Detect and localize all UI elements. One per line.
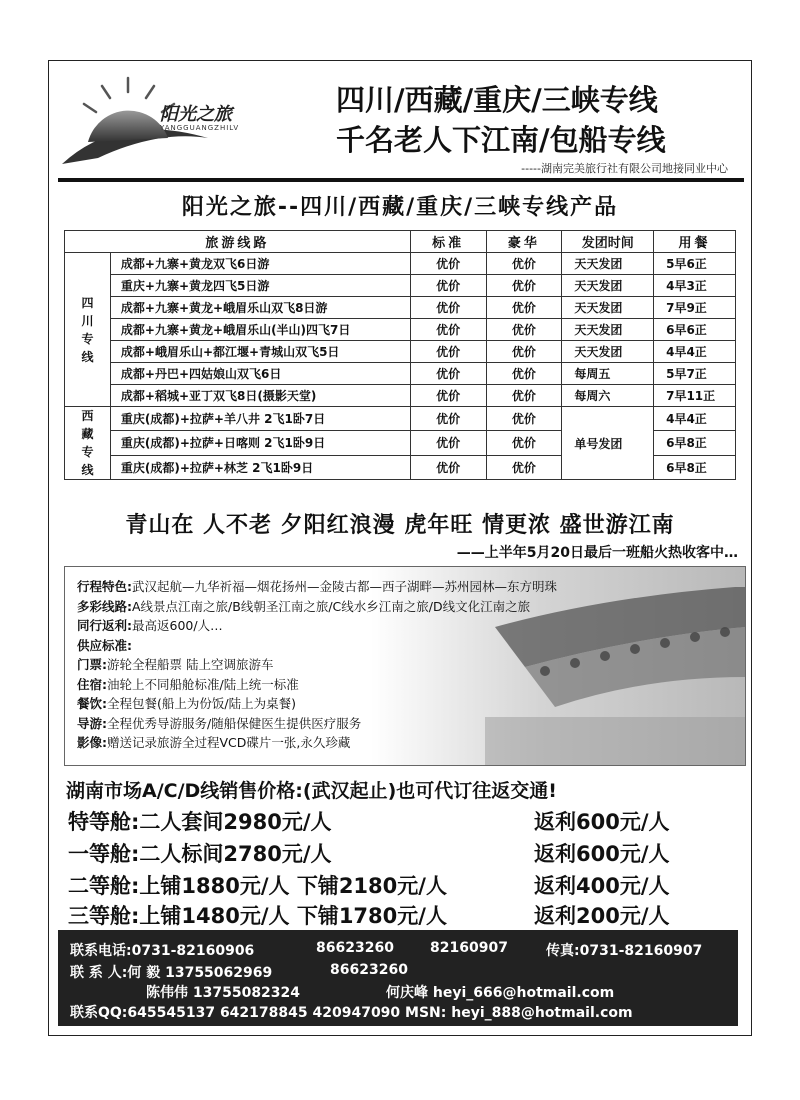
contact-phone-2: 86623260	[316, 940, 394, 956]
price-standard: 优价	[410, 363, 486, 385]
slogan: 青山在 人不老 夕阳红浪漫 虎年旺 情更浓 盛世游江南	[125, 513, 675, 538]
meals: 6早8正	[654, 455, 736, 479]
table-row	[65, 385, 736, 407]
logo-subtitle: YANGGUANGZHILV	[160, 124, 240, 132]
header-title-2: 千名老人下江南/包船专线	[336, 123, 666, 157]
table-row	[65, 253, 736, 275]
departure: 单号发团	[562, 407, 654, 480]
price-luxury: 优价	[486, 385, 562, 407]
slogan-subtitle: ——上半年5月20日最后一班船火热收客中…	[456, 545, 738, 561]
meals: 5早6正	[654, 253, 736, 275]
section-title: 阳光之旅--四川/西藏/重庆/三峡专线产品	[181, 195, 619, 220]
table-row	[65, 363, 736, 385]
contact-qq-msn: 联系QQ:645545137 642178845 420947090 MSN: heyi_888@hotmail.com	[70, 1005, 633, 1021]
rebate: 返利600元/人	[534, 810, 670, 834]
route-name: 成都+九寨+黄龙双飞6日游	[110, 253, 410, 275]
price-standard: 优价	[410, 275, 486, 297]
cruise-line: 行程特色:武汉起航—九华祈福—烟花扬州—金陵古都—西子湖畔—苏州园林—东方明珠	[77, 579, 558, 594]
cabin-price: 二等舱:上铺1880元/人 下铺2180元/人	[68, 874, 447, 898]
price-luxury: 优价	[486, 407, 562, 431]
departure: 每周六	[562, 385, 654, 407]
meals: 6早8正	[654, 431, 736, 455]
route-table	[64, 230, 736, 480]
route-name: 重庆(成都)+拉萨+羊八井 2飞1卧7日	[110, 407, 410, 431]
route-name: 重庆(成都)+拉萨+林芝 2飞1卧9日	[110, 455, 410, 479]
meals: 4早3正	[654, 275, 736, 297]
cruise-line: 多彩线路:A线景点江南之旅/B线朝圣江南之旅/C线水乡江南之旅/D线文化江南之旅	[77, 598, 531, 614]
group-sichuan: 四川专线	[65, 253, 111, 407]
price-luxury: 优价	[486, 363, 562, 385]
agency-name: -----湖南完美旅行社有限公司地接同业中心	[521, 162, 728, 175]
price-luxury: 优价	[486, 319, 562, 341]
price-row	[68, 838, 670, 868]
price-row	[68, 870, 670, 900]
rebate: 返利400元/人	[534, 874, 670, 898]
contact-phone: 联系电话:0731-82160906	[70, 943, 255, 959]
price-row	[68, 900, 670, 930]
contact-person-phone-2: 86623260	[330, 962, 408, 978]
route-name: 成都+九寨+黄龙+峨眉乐山(半山)四飞7日	[110, 319, 410, 341]
contact-person: 联 系 人:何 毅 13755062969	[70, 965, 273, 981]
cruise-details	[77, 577, 557, 753]
route-name: 成都+九寨+黄龙+峨眉乐山双飞8日游	[110, 297, 410, 319]
departure: 天天发团	[562, 319, 654, 341]
cruise-line: 影像:赠送记录旅游全过程VCD碟片一张,永久珍藏	[77, 735, 351, 750]
cruise-line: 餐饮:全程包餐(船上为份饭/陆上为桌餐)	[77, 696, 296, 711]
meals: 5早7正	[654, 363, 736, 385]
rebate: 返利200元/人	[534, 904, 670, 928]
route-name: 重庆(成都)+拉萨+日喀则 2飞1卧9日	[110, 431, 410, 455]
header-title-1: 四川/西藏/重庆/三峡专线	[336, 83, 658, 117]
group-tibet: 西藏专线	[65, 407, 111, 480]
price-luxury: 优价	[486, 431, 562, 455]
contact-person-3: 何庆峰 heyi_666@hotmail.com	[386, 985, 615, 1001]
table-row	[65, 319, 736, 341]
price-standard: 优价	[410, 385, 486, 407]
departure: 天天发团	[562, 253, 654, 275]
table-row	[65, 341, 736, 363]
price-luxury: 优价	[486, 253, 562, 275]
meals: 4早4正	[654, 407, 736, 431]
contact-phone-3: 82160907	[430, 940, 508, 956]
route-name: 成都+丹巴+四姑娘山双飞6日	[110, 363, 410, 385]
price-standard: 优价	[410, 341, 486, 363]
price-heading: 湖南市场A/C/D线销售价格:(武汉起止)也可代订往返交通!	[66, 780, 557, 802]
header-departure: 发团时间	[562, 231, 654, 253]
contact-box	[58, 930, 738, 1026]
route-name: 重庆+九寨+黄龙四飞5日游	[110, 275, 410, 297]
rebate: 返利600元/人	[534, 842, 670, 866]
cabin-price: 一等舱:二人标间2780元/人	[68, 842, 332, 866]
table-row	[65, 297, 736, 319]
table-header-row	[65, 231, 736, 253]
departure: 天天发团	[562, 297, 654, 319]
meals: 7早11正	[654, 385, 736, 407]
route-name: 成都+稻城+亚丁双飞8日(摄影天堂)	[110, 385, 410, 407]
table-row	[65, 275, 736, 297]
table-row	[65, 407, 736, 431]
price-standard: 优价	[410, 253, 486, 275]
logo-name: 阳光之旅	[160, 104, 232, 125]
header-meals: 用餐	[654, 231, 736, 253]
price-standard: 优价	[410, 407, 486, 431]
cruise-line: 门票:游轮全程船票 陆上空调旅游车	[77, 657, 274, 672]
contact-fax: 传真:0731-82160907	[546, 943, 703, 959]
price-luxury: 优价	[486, 455, 562, 479]
meals: 6早6正	[654, 319, 736, 341]
price-luxury: 优价	[486, 341, 562, 363]
cabin-price: 三等舱:上铺1480元/人 下铺1780元/人	[68, 904, 447, 928]
price-standard: 优价	[410, 431, 486, 455]
cruise-line: 同行返利:最高返600/人…	[77, 618, 223, 633]
header-luxury: 豪华	[486, 231, 562, 253]
price-row	[68, 806, 670, 836]
price-luxury: 优价	[486, 297, 562, 319]
departure: 天天发团	[562, 341, 654, 363]
cruise-info-box	[64, 566, 746, 766]
departure: 每周五	[562, 363, 654, 385]
cruise-line: 住宿:油轮上不同船舱标准/陆上统一标准	[77, 676, 299, 692]
price-standard: 优价	[410, 455, 486, 479]
route-name: 成都+峨眉乐山+都江堰+青城山双飞5日	[110, 341, 410, 363]
contact-person-2: 陈伟伟 13755082324	[146, 985, 301, 1001]
price-luxury: 优价	[486, 275, 562, 297]
header-divider	[58, 178, 744, 182]
header-standard: 标准	[410, 231, 486, 253]
cruise-line: 导游:全程优秀导游服务/随船保健医生提供医疗服务	[77, 715, 362, 731]
departure: 天天发团	[562, 275, 654, 297]
cruise-line: 供应标准:	[77, 637, 132, 653]
header-route: 旅游线路	[65, 231, 411, 253]
cabin-price: 特等舱:二人套间2980元/人	[68, 810, 332, 834]
price-standard: 优价	[410, 319, 486, 341]
meals: 4早4正	[654, 341, 736, 363]
price-standard: 优价	[410, 297, 486, 319]
meals: 7早9正	[654, 297, 736, 319]
